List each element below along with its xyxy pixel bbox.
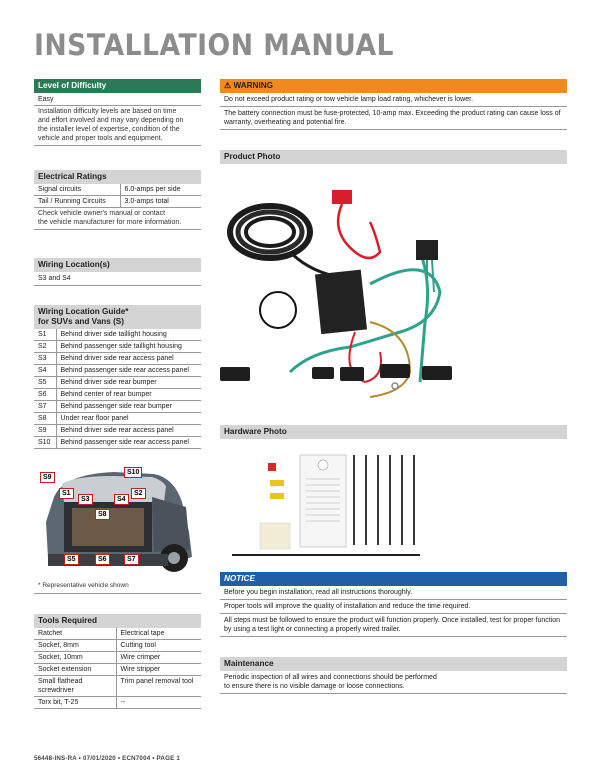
table-row (34, 353, 201, 365)
location-desc: Behind driver side rear access panel (56, 425, 201, 437)
ratings-section (34, 170, 201, 230)
location-code: S10 (34, 437, 56, 449)
notice-header: NOTICE (220, 572, 567, 586)
location-code: S9 (34, 425, 56, 437)
vehicle-note: * Representative vehicle shown (34, 580, 201, 594)
location-tag-s1: S1 (59, 488, 74, 499)
table-row (34, 389, 201, 401)
location-tag-s6: S6 (95, 554, 110, 565)
tool-item: -- (116, 697, 201, 709)
table-row (34, 413, 201, 425)
tool-item: Electrical tape (116, 628, 201, 640)
tool-item: Socket, 10mm (34, 652, 116, 664)
tool-item: Torx bit, T-25 (34, 697, 116, 709)
table-row (34, 628, 201, 640)
wiring-harness-image (220, 172, 567, 412)
ratings-note-line: the vehicle manufacturer for more information. (38, 219, 182, 226)
rating-label: Signal circuits (34, 184, 120, 196)
wiring-guide-section (34, 305, 201, 449)
ratings-header: Electrical Ratings (34, 170, 201, 184)
wiring-location-value: S3 and S4 (34, 272, 201, 286)
location-desc: Behind passenger side rear bumper (56, 401, 201, 413)
ratings-table (34, 184, 201, 208)
warning-header (220, 79, 567, 93)
table-row (34, 664, 201, 676)
warning-triangle-icon: ⚠ (224, 81, 232, 90)
table-row (34, 196, 201, 208)
page-title: INSTALLATION MANUAL (34, 28, 395, 62)
hardware-photo-header: Hardware Photo (220, 425, 567, 439)
location-code: S2 (34, 341, 56, 353)
location-desc: Behind driver side taillight housing (56, 329, 201, 341)
tools-table (34, 628, 201, 709)
difficulty-header: Level of Difficulty (34, 79, 201, 93)
ratings-note (34, 208, 201, 230)
rating-value: 3.0-amps total (120, 196, 201, 208)
location-tag-s4: S4 (114, 494, 129, 505)
ratings-note-line: Check vehicle owner's manual or contact (38, 210, 166, 217)
location-code: S8 (34, 413, 56, 425)
table-row (34, 341, 201, 353)
warning-line: Do not exceed product rating or tow vehicle lamp load rating, whichever is lower. (220, 93, 567, 107)
hardware-kit-image (220, 445, 567, 565)
vehicle-note-box (34, 580, 201, 594)
tool-item: Small flathead screwdriver (34, 676, 116, 697)
table-row (34, 697, 201, 709)
notice-line: Proper tools will improve the quality of installation and reduce the time required. (220, 600, 567, 614)
difficulty-desc-line: and effort involved and may vary depending on (38, 117, 184, 124)
tool-item: Wire stripper (116, 664, 201, 676)
wiring-guide-header-line: for SUVs and Vans (S) (38, 317, 124, 326)
wiring-guide-table (34, 329, 201, 449)
location-tag-s8: S8 (95, 509, 110, 520)
difficulty-section (34, 79, 201, 146)
location-tag-s9: S9 (40, 472, 55, 483)
tool-item: Cutting tool (116, 640, 201, 652)
tool-item: Wire crimper (116, 652, 201, 664)
tools-section (34, 614, 201, 709)
warning-title: WARNING (233, 81, 274, 90)
location-desc: Under rear floor panel (56, 413, 201, 425)
table-row (34, 640, 201, 652)
location-desc: Behind passenger side taillight housing (56, 341, 201, 353)
page-footer: 56448-INS-RA • 07/01/2020 • ECN7004 • PAGE 1 (34, 755, 180, 762)
location-tag-s7: S7 (124, 554, 139, 565)
location-desc: Behind passenger side rear access panel (56, 365, 201, 377)
tools-header: Tools Required (34, 614, 201, 628)
tool-item: Trim panel removal tool (116, 676, 201, 697)
location-code: S4 (34, 365, 56, 377)
warning-section (220, 79, 567, 130)
suv-rear-illustration (34, 462, 201, 577)
table-row (34, 425, 201, 437)
product-photo-header: Product Photo (220, 150, 567, 164)
wiring-location-section (34, 258, 201, 286)
vehicle-image (34, 462, 201, 577)
table-row (34, 184, 201, 196)
tool-item: Socket extension (34, 664, 116, 676)
difficulty-level: Easy (34, 93, 201, 106)
maintenance-section (220, 657, 567, 694)
hardware-photo-section (220, 425, 567, 570)
table-row (34, 329, 201, 341)
tool-item: Socket, 8mm (34, 640, 116, 652)
wiring-guide-header-line: Wiring Location Guide* (38, 307, 129, 316)
tool-item: Ratchet (34, 628, 116, 640)
maintenance-header: Maintenance (220, 657, 567, 671)
notice-line: Before you begin installation, read all instructions thoroughly. (220, 586, 567, 600)
location-tag-s3: S3 (78, 494, 93, 505)
table-row (34, 365, 201, 377)
difficulty-desc-line: vehicle and proper tools and equipment. (38, 135, 163, 142)
maintenance-line: to ensure there is no visible damage or loose connections. (224, 683, 405, 690)
wiring-guide-header (34, 305, 201, 329)
location-code: S1 (34, 329, 56, 341)
warning-line: The battery connection must be fuse-protected, 10-amp max. Exceeding the product rating can cause loss of warranty, overheating and potential fire. (220, 107, 567, 130)
location-tag-s5: S5 (64, 554, 79, 565)
location-code: S6 (34, 389, 56, 401)
table-row (34, 676, 201, 697)
location-desc: Behind passenger side rear access panel (56, 437, 201, 449)
location-tag-s2: S2 (131, 488, 146, 499)
table-row (34, 401, 201, 413)
location-code: S3 (34, 353, 56, 365)
rating-label: Tail / Running Circuits (34, 196, 120, 208)
table-row (34, 437, 201, 449)
difficulty-desc-line: Installation difficulty levels are based on time (38, 108, 177, 115)
location-desc: Behind center of rear bumper (56, 389, 201, 401)
location-code: S7 (34, 401, 56, 413)
location-desc: Behind driver side rear access panel (56, 353, 201, 365)
notice-line: All steps must be followed to ensure the product will function properly. Once installed, test for proper function by using a test light or connecting a properly wired trailer. (220, 614, 567, 637)
table-row (34, 377, 201, 389)
location-tag-s10: S10 (124, 467, 142, 478)
notice-section (220, 572, 567, 637)
maintenance-text (220, 671, 567, 694)
wiring-location-header: Wiring Location(s) (34, 258, 201, 272)
product-photo-section (220, 150, 567, 417)
location-code: S5 (34, 377, 56, 389)
maintenance-line: Periodic inspection of all wires and connections should be performed (224, 674, 437, 681)
difficulty-desc-line: the installer level of expertise, condition of the (38, 126, 180, 133)
rating-value: 6.0-amps per side (120, 184, 201, 196)
location-desc: Behind driver side rear bumper (56, 377, 201, 389)
table-row (34, 652, 201, 664)
difficulty-description (34, 106, 201, 146)
